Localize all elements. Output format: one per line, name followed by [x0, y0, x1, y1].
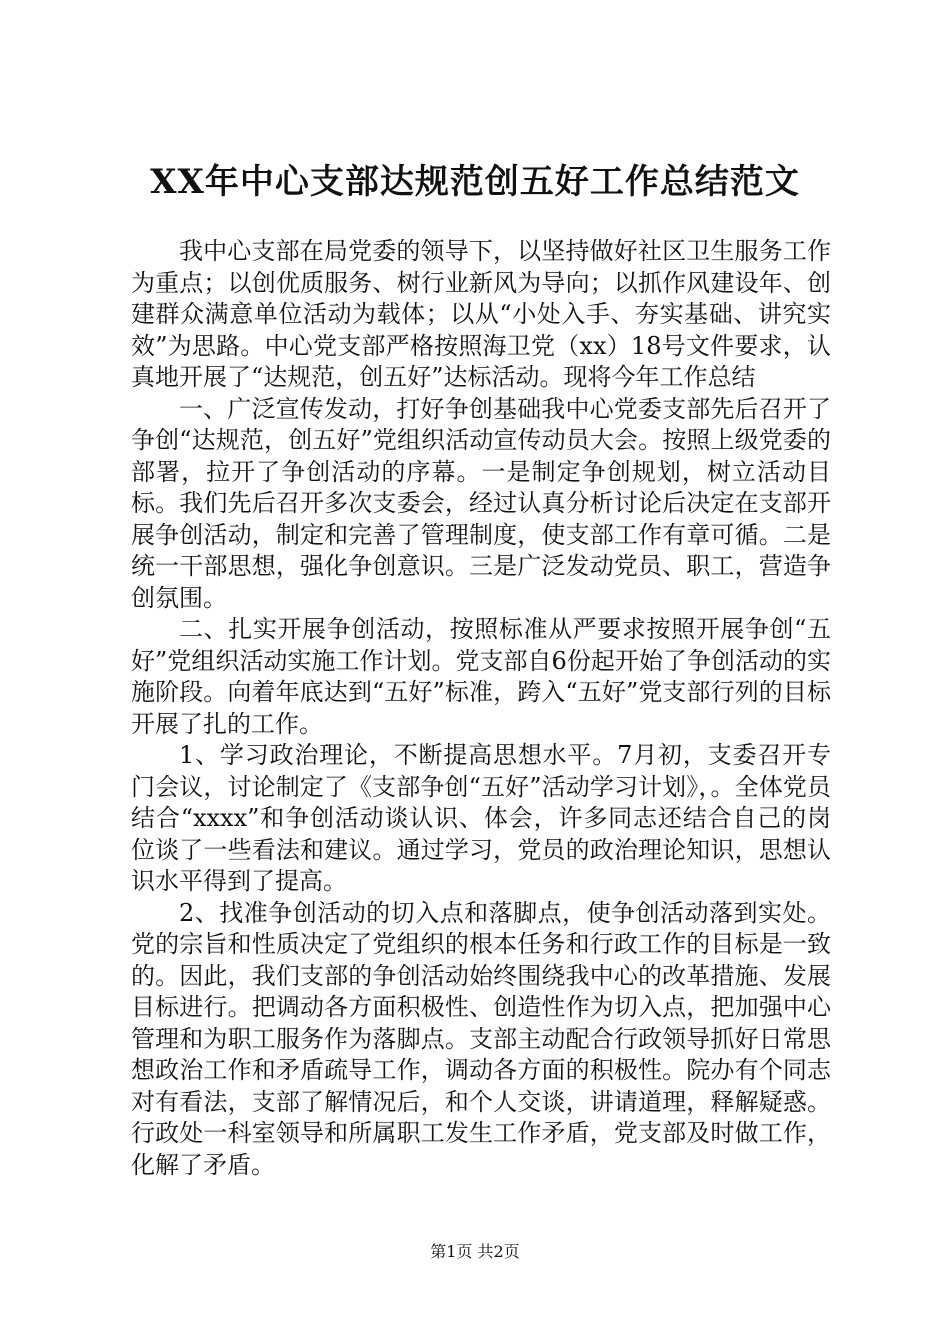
paragraph-intro: 我中心支部在局党委的领导下，以坚持做好社区卫生服务工作为重点；以创优质服务、树行业新风为导向；以抓作风建设年、创建群众满意单位活动为载体；以从“小处入手、夯实基础、讲究实效”为思路。中心党支部严格按照海卫党（xx）18号文件要求，认真地开展了“达规范，创五好”达标活动。现将今年工作总结: [131, 237, 831, 391]
paragraph-item-2: 2、找准争创活动的切入点和落脚点，使争创活动落到实处。党的宗旨和性质决定了党组织的根本任务和行政工作的目标是一致的。因此，我们支部的争创活动始终围绕我中心的改革措施、发展目标进行。把调动各方面积极性、创造性作为切入点，把加强中心管理和为职工服务作为落脚点。支部主动配合行政领导抓好日常思想政治工作和矛盾疏导工作，调动各方面的积极性。院办有个同志对有看法，支部了解情况后，和个人交谈，讲请道理，释解疑惑。行政处一科室领导和所属职工发生工作矛盾，党支部及时做工作，化解了矛盾。: [131, 898, 831, 1179]
paragraph-section-1: 一、广泛宣传发动，打好争创基础我中心党委支部先后召开了争创“达规范，创五好”党组织活动宣传动员大会。按照上级党委的部署，拉开了争创活动的序幕。一是制定争创规划，树立活动目标。我们先后召开多次支委会，经过认真分析讨论后决定在支部开展争创活动，制定和完善了管理制度，使支部工作有章可循。二是统一干部思想，强化争创意识。三是广泛发动党员、职工，营造争创氛围。: [131, 394, 831, 612]
document-title: XX年中心支部达规范创五好工作总结范文: [150, 162, 800, 202]
document-body: [131, 236, 831, 1181]
page-number-footer: 第1页 共2页: [430, 1242, 520, 1261]
paragraph-item-1: 1、学习政治理论，不断提高思想水平。7月初，支委召开专门会议，讨论制定了《支部争创“五好”活动学习计划》，。全体党员结合“xxxx”和争创活动谈认识、体会，许多同志还结合自己的岗位谈了一些看法和建议。通过学习，党员的政治理论知识，思想认识水平得到了提高。: [131, 741, 831, 895]
paragraph-section-2: 二、扎实开展争创活动，按照标准从严要求按照开展争创“五好”党组织活动实施工作计划。党支部自6份起开始了争创活动的实施阶段。向着年底达到“五好”标准，跨入“五好”党支部行列的目标开展了扎的工作。: [131, 615, 831, 738]
